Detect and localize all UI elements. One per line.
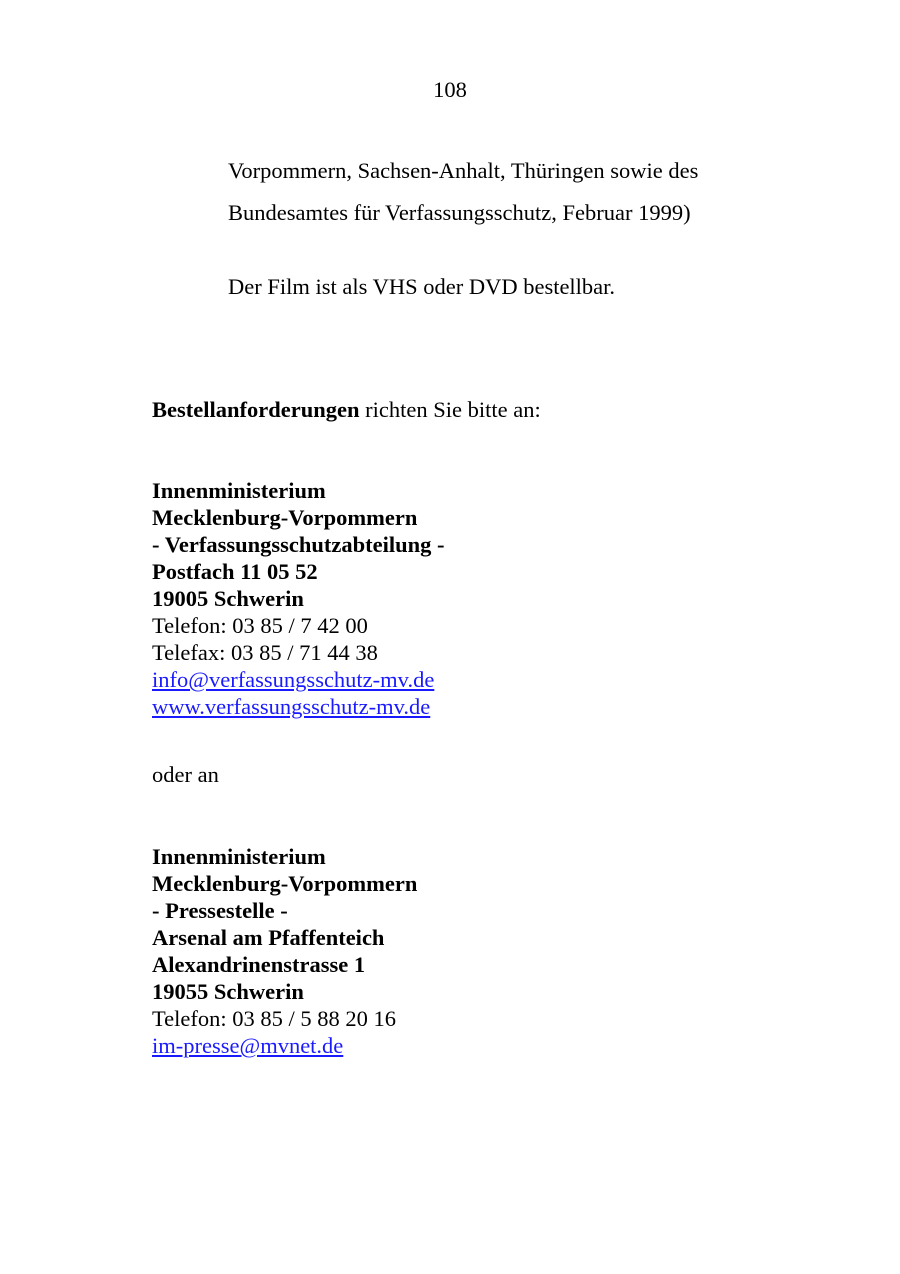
address-line: Arsenal am Pfaffenteich <box>152 925 385 950</box>
telefon-line: Telefon: 03 85 / 7 42 00 <box>152 613 368 638</box>
website-link[interactable]: www.verfassungsschutz-mv.de <box>152 694 431 719</box>
address-line: 19055 Schwerin <box>152 979 304 1004</box>
telefax-line: Telefax: 03 85 / 71 44 38 <box>152 640 378 665</box>
intro-line: Bundesamtes für Verfassungsschutz, Februar 1999) <box>228 200 691 225</box>
telefon-line: Telefon: 03 85 / 5 88 20 16 <box>152 1006 397 1031</box>
address-line: Innenministerium <box>152 844 326 869</box>
address-verfassungsschutz <box>152 477 772 720</box>
order-heading-rest: richten Sie bitte an: <box>359 397 541 422</box>
address-line: Mecklenburg-Vorpommern <box>152 505 418 530</box>
address-line: Mecklenburg-Vorpommern <box>152 871 418 896</box>
address-line: Postfach 11 05 52 <box>152 559 318 584</box>
order-heading-bold: Bestellanforderungen <box>152 397 360 422</box>
intro-line: Vorpommern, Sachsen-Anhalt, Thüringen sowie des <box>228 158 699 183</box>
separator-text: oder an <box>152 762 219 787</box>
order-heading <box>152 395 541 425</box>
address-line: Innenministerium <box>152 478 326 503</box>
address-line: 19005 Schwerin <box>152 586 304 611</box>
address-line: - Pressestelle - <box>152 898 288 923</box>
email-link[interactable]: info@verfassungsschutz-mv.de <box>152 667 435 692</box>
intro-paragraph <box>228 150 848 234</box>
address-line: - Verfassungsschutzabteilung - <box>152 532 445 557</box>
page-number: 108 <box>433 77 467 102</box>
email-link[interactable]: im-presse@mvnet.de <box>152 1033 344 1058</box>
address-line: Alexandrinenstrasse 1 <box>152 952 366 977</box>
film-note: Der Film ist als VHS oder DVD bestellbar. <box>228 274 616 299</box>
address-pressestelle <box>152 843 772 1059</box>
